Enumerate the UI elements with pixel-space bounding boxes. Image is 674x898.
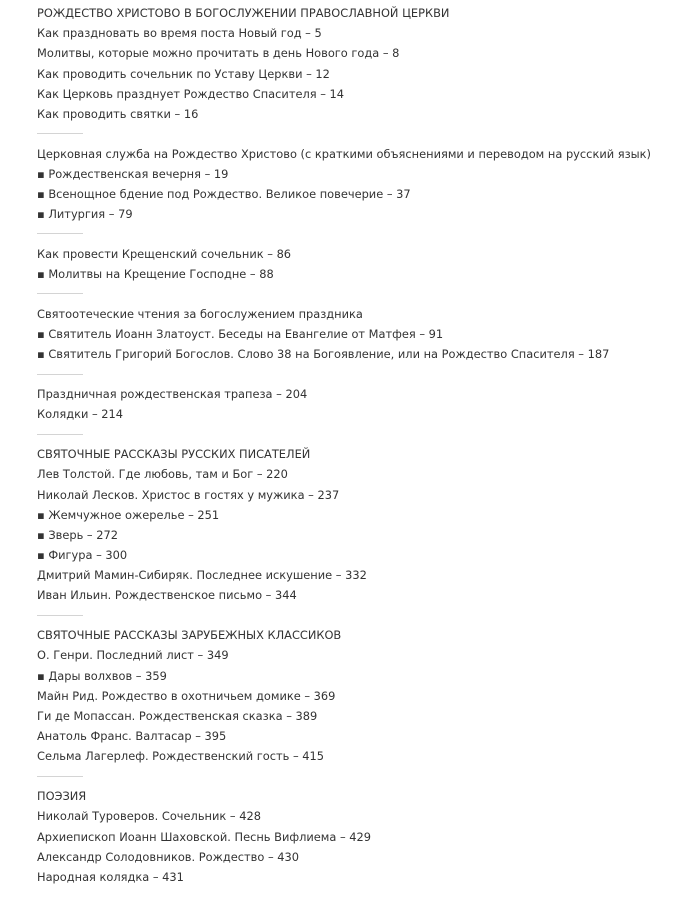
toc-entry: ▪ Жемчужное ожерелье – 251 xyxy=(37,507,220,522)
toc-entry: Николай Лесков. Христос в гостях у мужика – 237 xyxy=(37,487,340,502)
toc-section xyxy=(37,304,667,365)
toc-entry: ▪ Святитель Григорий Богослов. Слово 38 на Богоявление, или на Рождество Спасителя – 187 xyxy=(37,347,610,362)
toc-section-heading: Святоотеческие чтения за богослужением праздника xyxy=(37,307,363,322)
toc-entry: Лев Толстой. Где любовь, там и Бог – 220 xyxy=(37,467,288,482)
toc-entry: ▪ Дары волхвов – 359 xyxy=(37,668,167,683)
toc-entry: Николай Туроверов. Сочельник – 428 xyxy=(37,809,261,824)
section-divider xyxy=(37,767,667,787)
toc-section xyxy=(37,625,667,766)
toc-section-heading: ПОЭЗИЯ xyxy=(37,789,87,804)
toc-entry: О. Генри. Последний лист – 349 xyxy=(37,648,229,663)
toc-entry: Как проводить сочельник по Уставу Церкви – 12 xyxy=(37,66,330,81)
section-divider xyxy=(37,425,667,445)
toc-section-heading: Церковная служба на Рождество Христово (с краткими объяснениями и переводом на русский язык) xyxy=(37,146,651,161)
toc-entry: Как праздновать во время поста Новый год – 5 xyxy=(37,26,322,41)
toc-entry: Ги де Мопассан. Рождественская сказка – 389 xyxy=(37,709,318,723)
toc-entry: ▪ Зверь – 272 xyxy=(37,527,118,542)
toc-entry: ▪ Фигура – 300 xyxy=(37,548,128,563)
toc-section-heading: СВЯТОЧНЫЕ РАССКАЗЫ ЗАРУБЕЖНЫХ КЛАССИКОВ xyxy=(37,628,342,643)
section-divider xyxy=(37,284,667,304)
toc-entry: Анатоль Франс. Валтасар – 395 xyxy=(37,729,227,744)
toc-section xyxy=(37,384,667,424)
toc-section xyxy=(37,244,667,284)
toc-section xyxy=(37,3,667,124)
toc-entry: Молитвы, которые можно прочитать в день Нового года – 8 xyxy=(37,46,400,61)
toc-entry: ▪ Молитвы на Крещение Господне – 88 xyxy=(37,267,274,282)
toc-entry: ▪ Святитель Иоанн Златоуст. Беседы на Евангелие от Матфея – 91 xyxy=(37,327,444,342)
section-divider xyxy=(37,365,667,385)
section-divider xyxy=(37,124,667,144)
toc-entry: Как Церковь празднует Рождество Спасителя – 14 xyxy=(37,86,345,101)
toc-entry: Иван Ильин. Рождественское письмо – 344 xyxy=(37,588,297,603)
toc-entry: Народная колядка – 431 xyxy=(37,869,184,884)
toc-section xyxy=(37,786,667,887)
toc-section-heading: Как провести Крещенский сочельник – 86 xyxy=(37,247,292,262)
section-divider xyxy=(37,224,667,244)
toc-section-heading: РОЖДЕСТВО ХРИСТОВО В БОГОСЛУЖЕНИИ ПРАВОСЛАВНОЙ ЦЕРКВИ xyxy=(37,6,450,20)
toc-section xyxy=(37,144,667,225)
table-of-contents xyxy=(37,3,667,887)
toc-entry: ▪ Литургия – 79 xyxy=(37,207,133,222)
section-divider xyxy=(37,606,667,626)
toc-entry: ▪ Рождественская вечерня – 19 xyxy=(37,166,229,181)
toc-entry: Как проводить святки – 16 xyxy=(37,106,199,121)
toc-section xyxy=(37,444,667,606)
toc-entry: Дмитрий Мамин-Сибиряк. Последнее искушение – 332 xyxy=(37,568,367,583)
toc-entry: ▪ Всенощное бдение под Рождество. Великое повечерие – 37 xyxy=(37,187,411,202)
toc-entry: Александр Солодовников. Рождество – 430 xyxy=(37,849,300,864)
toc-entry: Колядки – 214 xyxy=(37,407,124,422)
toc-section-heading: Праздничная рождественская трапеза – 204 xyxy=(37,387,308,402)
toc-entry: Архиепископ Иоанн Шаховской. Песнь Вифлиема – 429 xyxy=(37,829,372,844)
toc-entry: Майн Рид. Рождество в охотничьем домике – 369 xyxy=(37,688,336,703)
toc-entry: Сельма Лагерлеф. Рождественский гость – 415 xyxy=(37,749,325,764)
toc-section-heading: СВЯТОЧНЫЕ РАССКАЗЫ РУССКИХ ПИСАТЕЛЕЙ xyxy=(37,447,311,462)
